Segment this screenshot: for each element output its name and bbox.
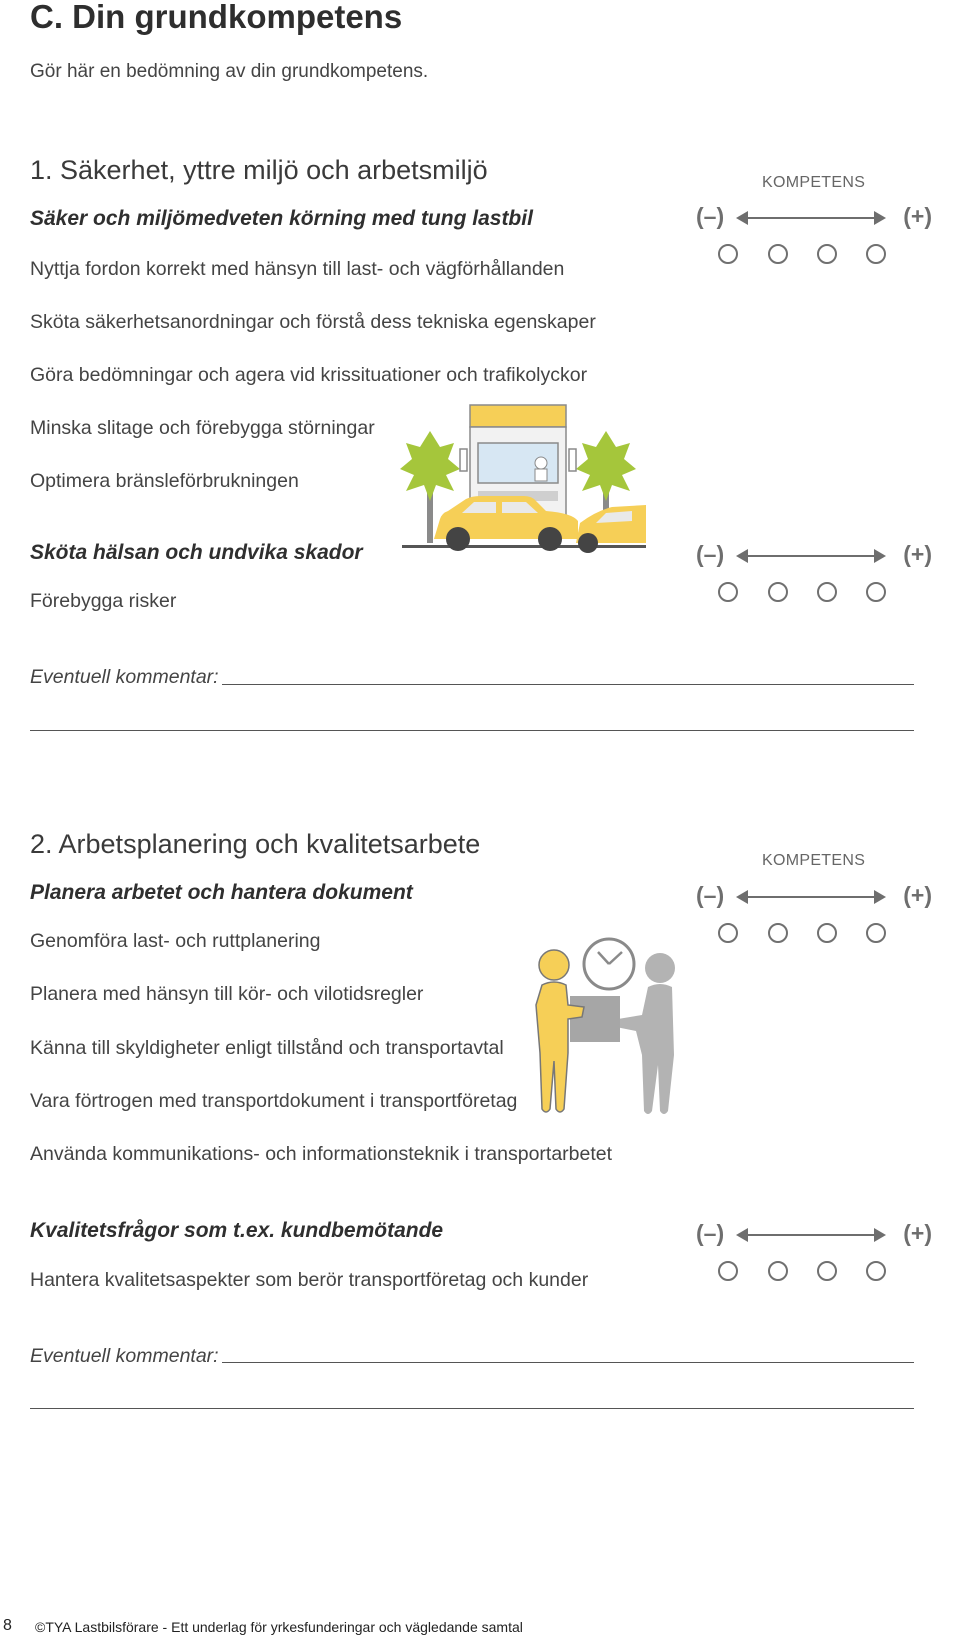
double-arrow-icon: [736, 555, 886, 556]
competence-item: Planera med hänsyn till kör- och vilotidsregler: [30, 983, 424, 1005]
minus-symbol: (–): [696, 541, 725, 567]
clock-icon: [584, 939, 634, 989]
rating-option-3[interactable]: [817, 1261, 837, 1281]
subheading-safe-driving: Säker och miljömedveten körning med tung lastbil: [30, 207, 533, 230]
competence-scale: [696, 203, 932, 269]
rating-option-2[interactable]: [768, 1261, 788, 1281]
page-title: C. Din grundkompetens: [30, 0, 403, 35]
competence-item: Göra bedömningar och agera vid krissituationer och trafikolyckor: [30, 364, 588, 386]
competence-scale: [696, 541, 932, 607]
comment-line[interactable]: [222, 684, 914, 685]
section-1-title: 1. Säkerhet, yttre miljö och arbetsmiljö: [30, 155, 488, 185]
rating-option-3[interactable]: [817, 923, 837, 943]
rating-option-1[interactable]: [718, 244, 738, 264]
comment-line[interactable]: [30, 730, 914, 731]
intro-text: Gör här en bedömning av din grundkompetens.: [30, 61, 429, 82]
competence-item: Nyttja fordon korrekt med hänsyn till last- och vägförhållanden: [30, 258, 565, 280]
rating-option-4[interactable]: [866, 582, 886, 602]
rating-option-2[interactable]: [768, 582, 788, 602]
kompetens-label: KOMPETENS: [762, 174, 866, 191]
comment-label: Eventuell kommentar:: [30, 666, 219, 688]
kompetens-label: KOMPETENS: [762, 852, 866, 869]
comment-line[interactable]: [222, 1362, 914, 1363]
rating-option-4[interactable]: [866, 244, 886, 264]
double-arrow-icon: [736, 896, 886, 897]
package-icon: [570, 996, 620, 1042]
plus-symbol: (+): [903, 203, 932, 229]
plus-symbol: (+): [903, 541, 932, 567]
rating-option-3[interactable]: [817, 244, 837, 264]
rating-option-4[interactable]: [866, 923, 886, 943]
competence-item: Minska slitage och förebygga störningar: [30, 417, 375, 439]
competence-item: Genomföra last- och ruttplanering: [30, 930, 321, 952]
competence-item: Vara förtrogen med transportdokument i transportföretag: [30, 1090, 518, 1112]
competence-item: Känna till skyldigheter enligt tillstånd och transportavtal: [30, 1037, 504, 1059]
subheading-planning: Planera arbetet och hantera dokument: [30, 881, 413, 904]
rating-option-1[interactable]: [718, 923, 738, 943]
comment-line[interactable]: [30, 1408, 914, 1409]
comment-label: Eventuell kommentar:: [30, 1345, 219, 1367]
competence-item: Använda kommunikations- och informationsteknik i transportarbetet: [30, 1143, 613, 1165]
plus-symbol: (+): [903, 882, 932, 908]
competence-item: Sköta säkerhetsanordningar och förstå dess tekniska egenskaper: [30, 311, 596, 333]
section-2-title: 2. Arbetsplanering och kvalitetsarbete: [30, 829, 481, 859]
subheading-health: Sköta hälsan och undvika skador: [30, 541, 363, 564]
double-arrow-icon: [736, 1234, 886, 1235]
rating-option-2[interactable]: [768, 244, 788, 264]
competence-item: Förebygga risker: [30, 590, 177, 612]
rating-option-3[interactable]: [817, 582, 837, 602]
competence-item: Optimera bränsleförbrukningen: [30, 470, 299, 492]
delivery-handover-illustration: [524, 935, 700, 1125]
rating-option-1[interactable]: [718, 1261, 738, 1281]
footer-text: ©TYA Lastbilsförare - Ett underlag för yrkesfunderingar och vägledande samtal: [35, 1619, 523, 1635]
minus-symbol: (–): [696, 882, 725, 908]
competence-item: Hantera kvalitetsaspekter som berör transportföretag och kunder: [30, 1269, 589, 1291]
subheading-quality: Kvalitetsfrågor som t.ex. kundbemötande: [30, 1219, 444, 1242]
rating-option-1[interactable]: [718, 582, 738, 602]
competence-scale: [696, 1220, 932, 1286]
double-arrow-icon: [736, 217, 886, 218]
minus-symbol: (–): [696, 1220, 725, 1246]
rating-option-4[interactable]: [866, 1261, 886, 1281]
minus-symbol: (–): [696, 203, 725, 229]
rating-option-2[interactable]: [768, 923, 788, 943]
plus-symbol: (+): [903, 1220, 932, 1246]
competence-scale: [696, 882, 932, 948]
traffic-scene-illustration: [396, 403, 646, 581]
page-number: 8: [3, 1617, 12, 1634]
